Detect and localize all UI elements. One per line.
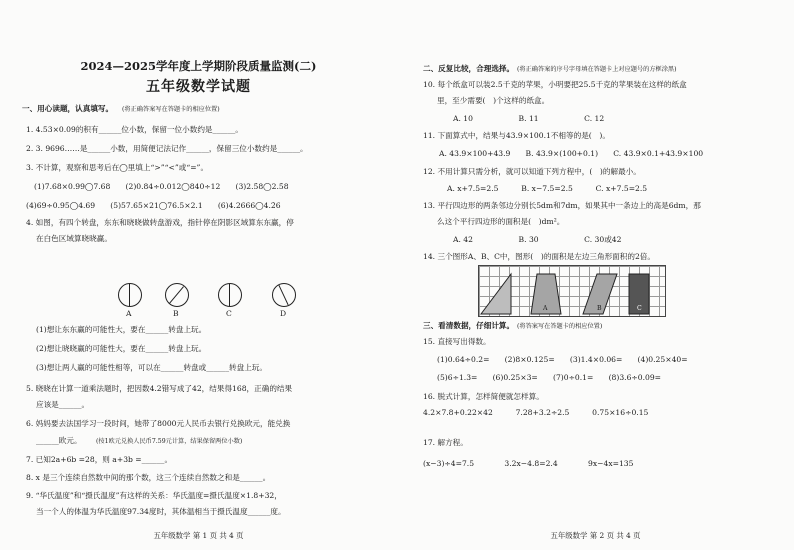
section-1-note: (将正确答案写在答题卡的相应位置)	[122, 106, 220, 113]
question-13-line-1: 13. 平行四边形的两条邻边分别长5dm和7dm，如果其中一条边上的高是6dm，那	[423, 201, 701, 210]
spinner-d	[272, 283, 296, 307]
section-2-heading: 二、反复比较，合理选择。	[423, 64, 515, 73]
exam-subtitle: 五年级数学试题	[146, 79, 251, 95]
figure-c-label: C	[637, 305, 642, 312]
question-14: 14. 三个图形A、B、C中，图形( )的面积是左边三角形面积的2倍。	[423, 252, 655, 261]
question-4-line-2: 在白色区域算晓晓赢。	[36, 234, 112, 243]
figure-a-label: A	[543, 305, 548, 312]
spinner-a	[118, 283, 142, 307]
question-4-line-1: 4. 如图，有四个转盘，东东和晓晓做转盘游戏，指针停在阴影区域算东东赢，停	[26, 218, 294, 227]
section-3-heading: 三、看清数据，仔细计算。	[423, 321, 515, 330]
page-2	[397, 0, 794, 550]
question-7: 7. 已知2a+6b =28，则 a+3b =______。	[26, 455, 173, 464]
question-10-line-1: 10. 每个纸盒可以装2.5千克的苹果，小明要把25.5千克的苹果装在这样的纸盒	[423, 80, 687, 89]
question-10-options: A. 10 B. 11 C. 12	[453, 114, 605, 123]
spinner-a-label: A	[126, 309, 132, 318]
question-15: 15. 直接写出得数。	[423, 337, 491, 346]
question-6-line-1: 6. 妈妈要去法国学习一段时间，她带了8000元人民币去银行兑换欧元，能兑换	[26, 419, 291, 428]
question-4-part-2: (2)想让晓晓赢的可能性大，要在______转盘上玩。	[36, 344, 207, 353]
question-13-options: A. 42 B. 30 C. 30或42	[453, 235, 622, 244]
question-15-row-1: (1)0.64÷0.2= (2)8×0.125= (3)1.4×0.06= (4)0.25×40=	[437, 355, 688, 364]
spinner-b-label: B	[173, 309, 179, 318]
exam-title: 2024—2025学年度上学期阶段质量监测(二)	[80, 59, 317, 73]
question-16: 16. 脱式计算，怎样简便就怎样算。	[423, 392, 544, 401]
section-1-heading: 一、用心读题，认真填写。	[22, 104, 114, 113]
question-12: 12. 不用计算只需分析，就可以知道下列方程中，( )的解最小。	[423, 167, 641, 176]
question-5-line-2: 应该是______。	[36, 400, 90, 409]
question-11: 11. 下面算式中，结果与43.9×100.1不相等的是( )。	[423, 131, 610, 140]
page-2-footer: 五年级数学 第 2 页 共 4 页	[550, 531, 641, 540]
question-1: 1. 4.53×0.09的积有______位小数，保留一位小数约是______。	[26, 125, 243, 134]
spinner-c-label: C	[226, 309, 232, 318]
question-14-grid-figure	[478, 265, 666, 317]
spinner-d-label: D	[280, 309, 287, 318]
question-4-part-1: (1)想让东东赢的可能性大，要在______转盘上玩。	[36, 325, 207, 334]
spinner-c	[218, 283, 242, 307]
question-15-row-2: (5)6÷1.3= (6)0.25×3= (7)0÷0.1= (8)3.6÷0.09=	[437, 373, 662, 382]
section-2-note: (将正确答案的序号字母填在答题卡上对应题号的方框涂黑)	[517, 66, 677, 73]
question-9-line-2: 当一个人的体温为华氏温度97.34度时，其体温相当于摄氏温度______度。	[36, 507, 286, 516]
question-6-line-2: ______欧元。	[36, 436, 82, 445]
question-6-note: (按1欧元兑换人民币7.59元计算，结果保留两位小数)	[96, 438, 243, 445]
question-2: 2. 3. 9696……是______小数，用简便记法记作______，保留三位小数约是______。	[26, 144, 308, 153]
question-11-options: A. 43.9×100+43.9 B. 43.9×(100+0.1) C. 43.9×0.1+43.9×100	[439, 149, 704, 158]
question-4-part-3: (3)想让两人赢的可能性相等，可以在______转盘或______转盘上玩。	[36, 363, 267, 372]
question-5-line-1: 5. 晓晓在计算一道乘法题时，把因数4.2错写成了42，结果得168，正确的结果	[26, 384, 293, 393]
figure-b-label: B	[597, 305, 602, 312]
question-9-line-1: 9. “华氏温度”和“摄氏温度”有这样的关系：华氏温度=摄氏温度×1.8+32，	[26, 491, 282, 500]
question-8: 8. x 是三个连续自然数中间的那个数，这三个连续自然数之和是______。	[26, 473, 271, 482]
question-3-row-1: (1)7.68×0.99◯7.68 (2)0.84÷0.012◯840÷12 (3)2.5̇8◯2.5̇8	[34, 182, 289, 191]
question-12-options: A. x+7.5=2.5 B. x−7.5=2.5 C. x+7.5=2.5	[447, 184, 648, 193]
question-17: 17. 解方程。	[423, 438, 468, 447]
question-3: 3. 不计算，观察和思考后在◯里填上“>”“<”或“=”。	[26, 163, 209, 172]
question-16-expressions: 4.2×7.8+0.22×42 7.28+3.2÷2.5 0.75×16÷0.15	[423, 408, 649, 417]
spinner-b	[165, 283, 189, 307]
question-17-equations: (x−3)÷4=7.5 3.2x−4.8=2.4 9x−4x=135	[423, 459, 634, 468]
section-3-note: (将答案写在答题卡的相应位置)	[517, 323, 603, 330]
page-1-footer: 五年级数学 第 1 页 共 4 页	[153, 531, 244, 540]
question-3-row-2: (4)69÷0.95◯4.69 (5)57.65×21◯76.5×2.1 (6)4.2666◯4.2̇6	[26, 201, 281, 210]
question-13-line-2: 么这个平行四边形的面积是( )dm²。	[437, 217, 565, 226]
question-10-line-2: 里，至少需要( )个这样的纸盒。	[437, 96, 550, 105]
